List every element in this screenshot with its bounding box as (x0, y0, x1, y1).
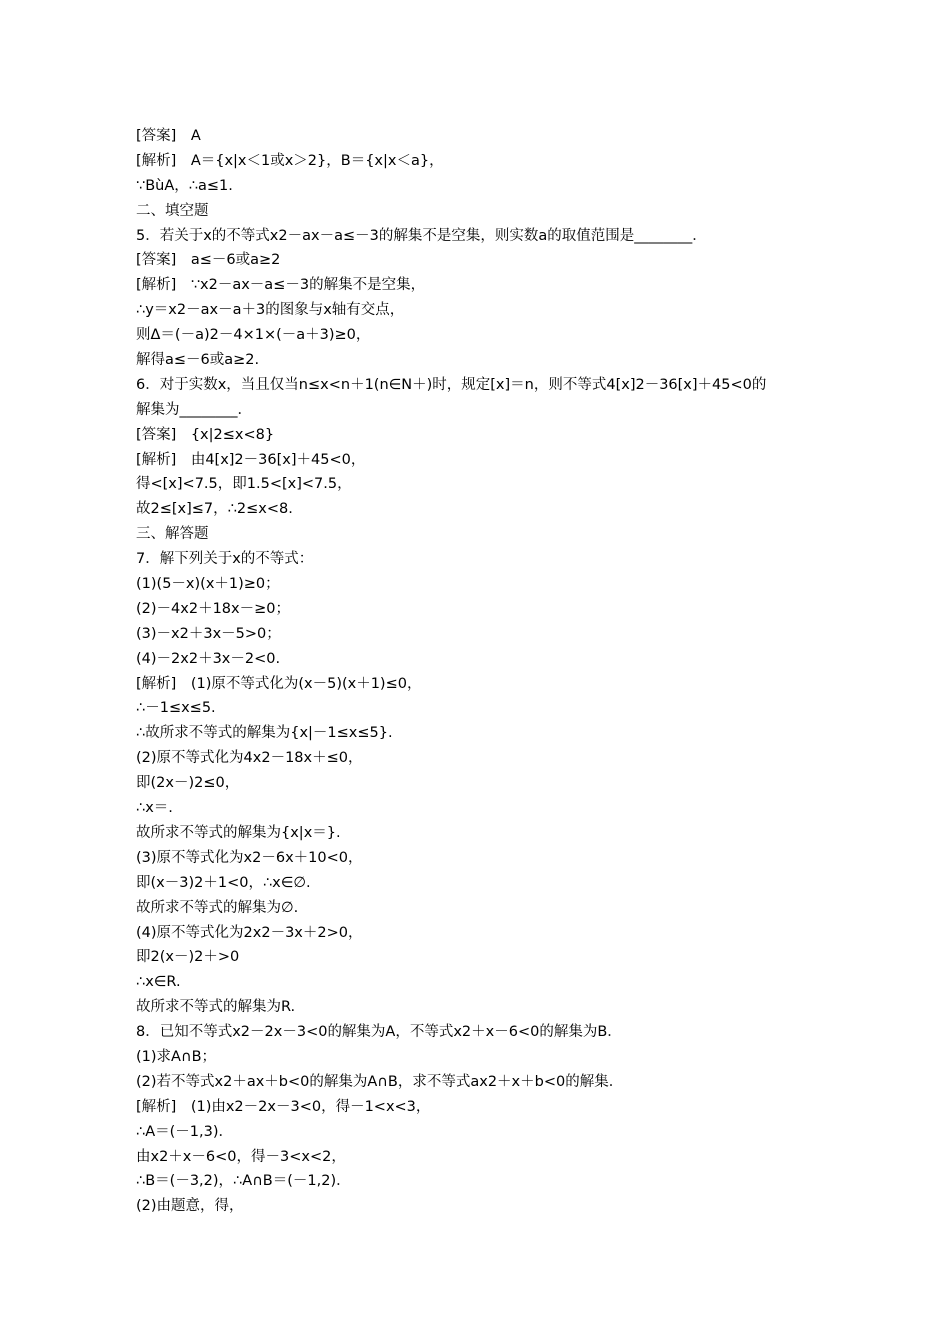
text-line: 得<[x]<7.5，即1.5<[x]<7.5， (136, 476, 352, 493)
question-5: 5．若关于x的不等式x2－ax－a≤－3的解集不是空集，则实数a的取值范围是________． (136, 227, 707, 244)
section-heading: 三、解答题 (136, 526, 209, 543)
text-line: 故所求不等式的解集为∅. (136, 899, 299, 916)
text-line: (1)求A∩B； (136, 1048, 217, 1065)
text-line: ∴x＝. (136, 800, 173, 817)
text-line: 解得a≤－6或a≥2. (136, 352, 260, 369)
text-line: [答案] A (136, 128, 201, 144)
text-line: (4)－2x2＋3x－2<0. (136, 650, 281, 667)
text-line: (2)若不等式x2＋ax＋b<0的解集为A∩B，求不等式ax2＋x＋b<0的解集． (136, 1073, 624, 1090)
question-6: 6．对于实数x，当且仅当n≤x<n＋1(n∈N＋)时，规定[x]＝n，则不等式4[x]2－36[x]＋45<0的 (136, 376, 767, 393)
text-line: (4)原不等式化为2x2－3x＋2>0， (136, 924, 363, 941)
text-line: 则Δ＝(－a)2－4×1×(－a＋3)≥0， (136, 327, 371, 344)
text-line: 即(2x－)2≤0， (136, 775, 240, 792)
text-line: ∴－1≤x≤5. (136, 700, 216, 717)
text-line: [解析] (1)原不等式化为(x－5)(x＋1)≤0， (136, 675, 422, 692)
text-line: [解析] 由4[x]2－36[x]＋45<0， (136, 451, 366, 468)
text-line: (1)(5－x)(x＋1)≥0； (136, 576, 280, 593)
text-line: 解集为________． (136, 401, 252, 418)
text-line: [解析] (1)由x2－2x－3<0，得－1<x<3， (136, 1098, 431, 1115)
text-line: [解析] A＝{x|x＜1或x＞2}，B＝{x|x＜a}， (136, 152, 444, 169)
text-line: [解析] ∵x2－ax－a≤－3的解集不是空集， (136, 277, 426, 294)
text-line: ∴故所求不等式的解集为{x|－1≤x≤5}. (136, 725, 393, 742)
document-body (136, 124, 826, 1219)
text-line: (3)原不等式化为x2－6x＋10<0， (136, 849, 363, 866)
text-line: (2)－4x2＋18x－≥0； (136, 600, 290, 617)
text-line: ∴x∈R. (136, 974, 181, 991)
question-7: 7．解下列关于x的不等式： (136, 551, 314, 568)
text-line: 即2(x－)2＋>0 (136, 949, 240, 966)
text-line: 故所求不等式的解集为{x|x＝}. (136, 824, 341, 841)
text-line: [答案] {x|2≤x<8} (136, 426, 275, 443)
text-line: ∴y＝x2－ax－a＋3的图象与x轴有交点， (136, 302, 405, 319)
text-line: 故2≤[x]≤7，∴2≤x<8. (136, 501, 293, 518)
text-line: (3)－x2＋3x－5>0； (136, 625, 281, 642)
text-line: ∵BùA，∴a≤1. (136, 177, 233, 194)
question-8: 8．已知不等式x2－2x－3<0的解集为A，不等式x2＋x－6<0的解集为B． (136, 1024, 622, 1041)
section-heading: 二、填空题 (136, 202, 209, 219)
text-line: (2)原不等式化为4x2－18x＋≤0， (136, 750, 363, 767)
text-line: 即(x－3)2＋1<0，∴x∈∅. (136, 874, 311, 891)
text-line: 故所求不等式的解集为R. (136, 999, 296, 1016)
text-line: 由x2＋x－6<0，得－3<x<2， (136, 1148, 346, 1165)
text-line: ∴B＝(－3,2)，∴A∩B＝(－1,2)． (136, 1173, 351, 1190)
text-line: [答案] a≤－6或a≥2 (136, 252, 281, 269)
text-line: (2)由题意，得， (136, 1198, 244, 1215)
text-line: ∴A＝(－1,3)． (136, 1123, 234, 1140)
